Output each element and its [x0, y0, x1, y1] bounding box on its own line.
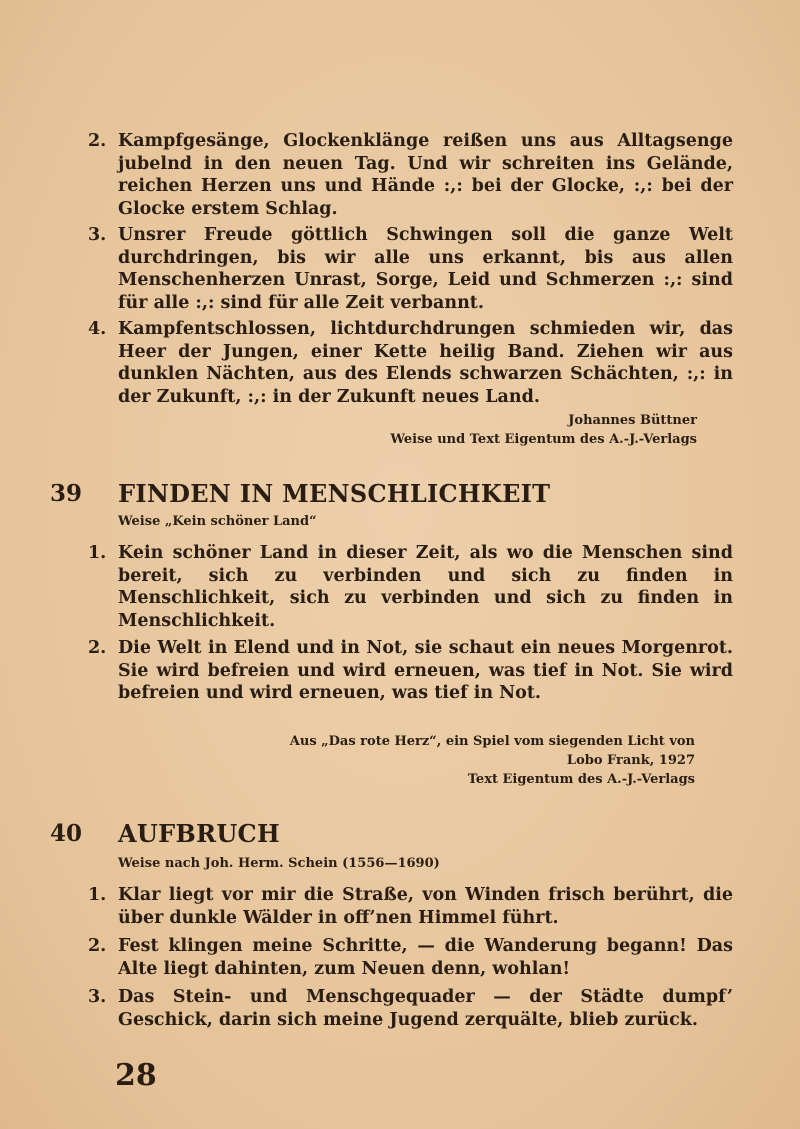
verse-text: Fest klingen meine Schritte, — die Wanderung begann! Das Alte liegt dahinten, zum Neuen denn, wohlan! — [118, 936, 733, 979]
credit-author: Lobo Frank, 1927 — [566, 753, 695, 768]
page-number: 28 — [115, 1058, 157, 1093]
verse-text: Das Stein- und Menschgequader — der Städte dumpf’ Geschick, darin sich meine Jugend zerquälte, blieb zurück. — [118, 987, 733, 1030]
verse-text: Kein schöner Land in dieser Zeit, als wo die Menschen sind bereit, sich zu verbinden und sich zu finden in Menschlichkeit, sich zu verbinden und sich zu finden in Menschlichkeit. — [118, 543, 733, 631]
verse-number: 3. — [88, 987, 107, 1007]
verse-number: 2. — [88, 638, 107, 658]
verse-number: 4. — [88, 319, 107, 339]
verse-text: Kampfentschlossen, lichtdurchdrungen schmieden wir, das Heer der Jungen, einer Kette heilig Band. Ziehen wir aus dunklen Nächten, aus des Elends schwarzen Schächten, :,: in der Zukunft, :,: in der Zukunft neues Land. — [118, 319, 733, 407]
song-melody: Weise nach Joh. Herm. Schein (1556—1690) — [118, 856, 440, 871]
verse — [88, 935, 733, 980]
verse-number: 3. — [88, 225, 107, 245]
credit-rights: Text Eigentum des A.-J.-Verlags — [467, 772, 695, 787]
song-number: 39 — [50, 480, 83, 507]
verse — [88, 130, 733, 220]
song-number: 40 — [50, 820, 83, 847]
verse-number: 2. — [88, 936, 107, 956]
verse-text: Klar liegt vor mir die Straße, von Winden frisch berührt, die über dunkle Wälder in off’nen Himmel führt. — [118, 885, 733, 928]
credit-source: Aus „Das rote Herz“, ein Spiel vom siegenden Licht von — [289, 734, 695, 749]
verse — [88, 986, 733, 1031]
verse-text: Unsrer Freude göttlich Schwingen soll die ganze Welt durchdringen, bis wir alle uns erkannt, bis aus allen Menschenherzen Unrast, Sorge, Leid und Schmerzen :,: sind für alle :,: sind für alle Zeit verbannt. — [118, 225, 733, 313]
verse-text: Die Welt in Elend und in Not, sie schaut ein neues Morgenrot. Sie wird befreien und wird erneuen, was tief in Not. Sie wird befreien und wird erneuen, was tief in Not. — [118, 638, 733, 703]
verse — [88, 884, 733, 929]
verse — [88, 318, 733, 408]
verse-number: 1. — [88, 543, 107, 563]
verse-number: 2. — [88, 131, 107, 151]
credit-author: Johannes Büttner — [568, 413, 697, 428]
verse — [88, 637, 733, 705]
verse — [88, 542, 733, 632]
song-title: FINDEN IN MENSCHLICHKEIT — [118, 479, 551, 508]
song-melody: Weise „Kein schöner Land“ — [118, 514, 317, 529]
verse-text: Kampfgesänge, Glockenklänge reißen uns aus Alltagsenge jubelnd in den neuen Tag. Und wir schreiten ins Gelände, reichen Herzen uns und Hände :,: bei der Glocke, :,: bei der Glocke erstem Schlag. — [118, 131, 733, 219]
verse — [88, 224, 733, 314]
credit-rights: Weise und Text Eigentum des A.-J.-Verlags — [390, 432, 697, 447]
song-title: AUFBRUCH — [118, 819, 280, 848]
verse-number: 1. — [88, 885, 107, 905]
